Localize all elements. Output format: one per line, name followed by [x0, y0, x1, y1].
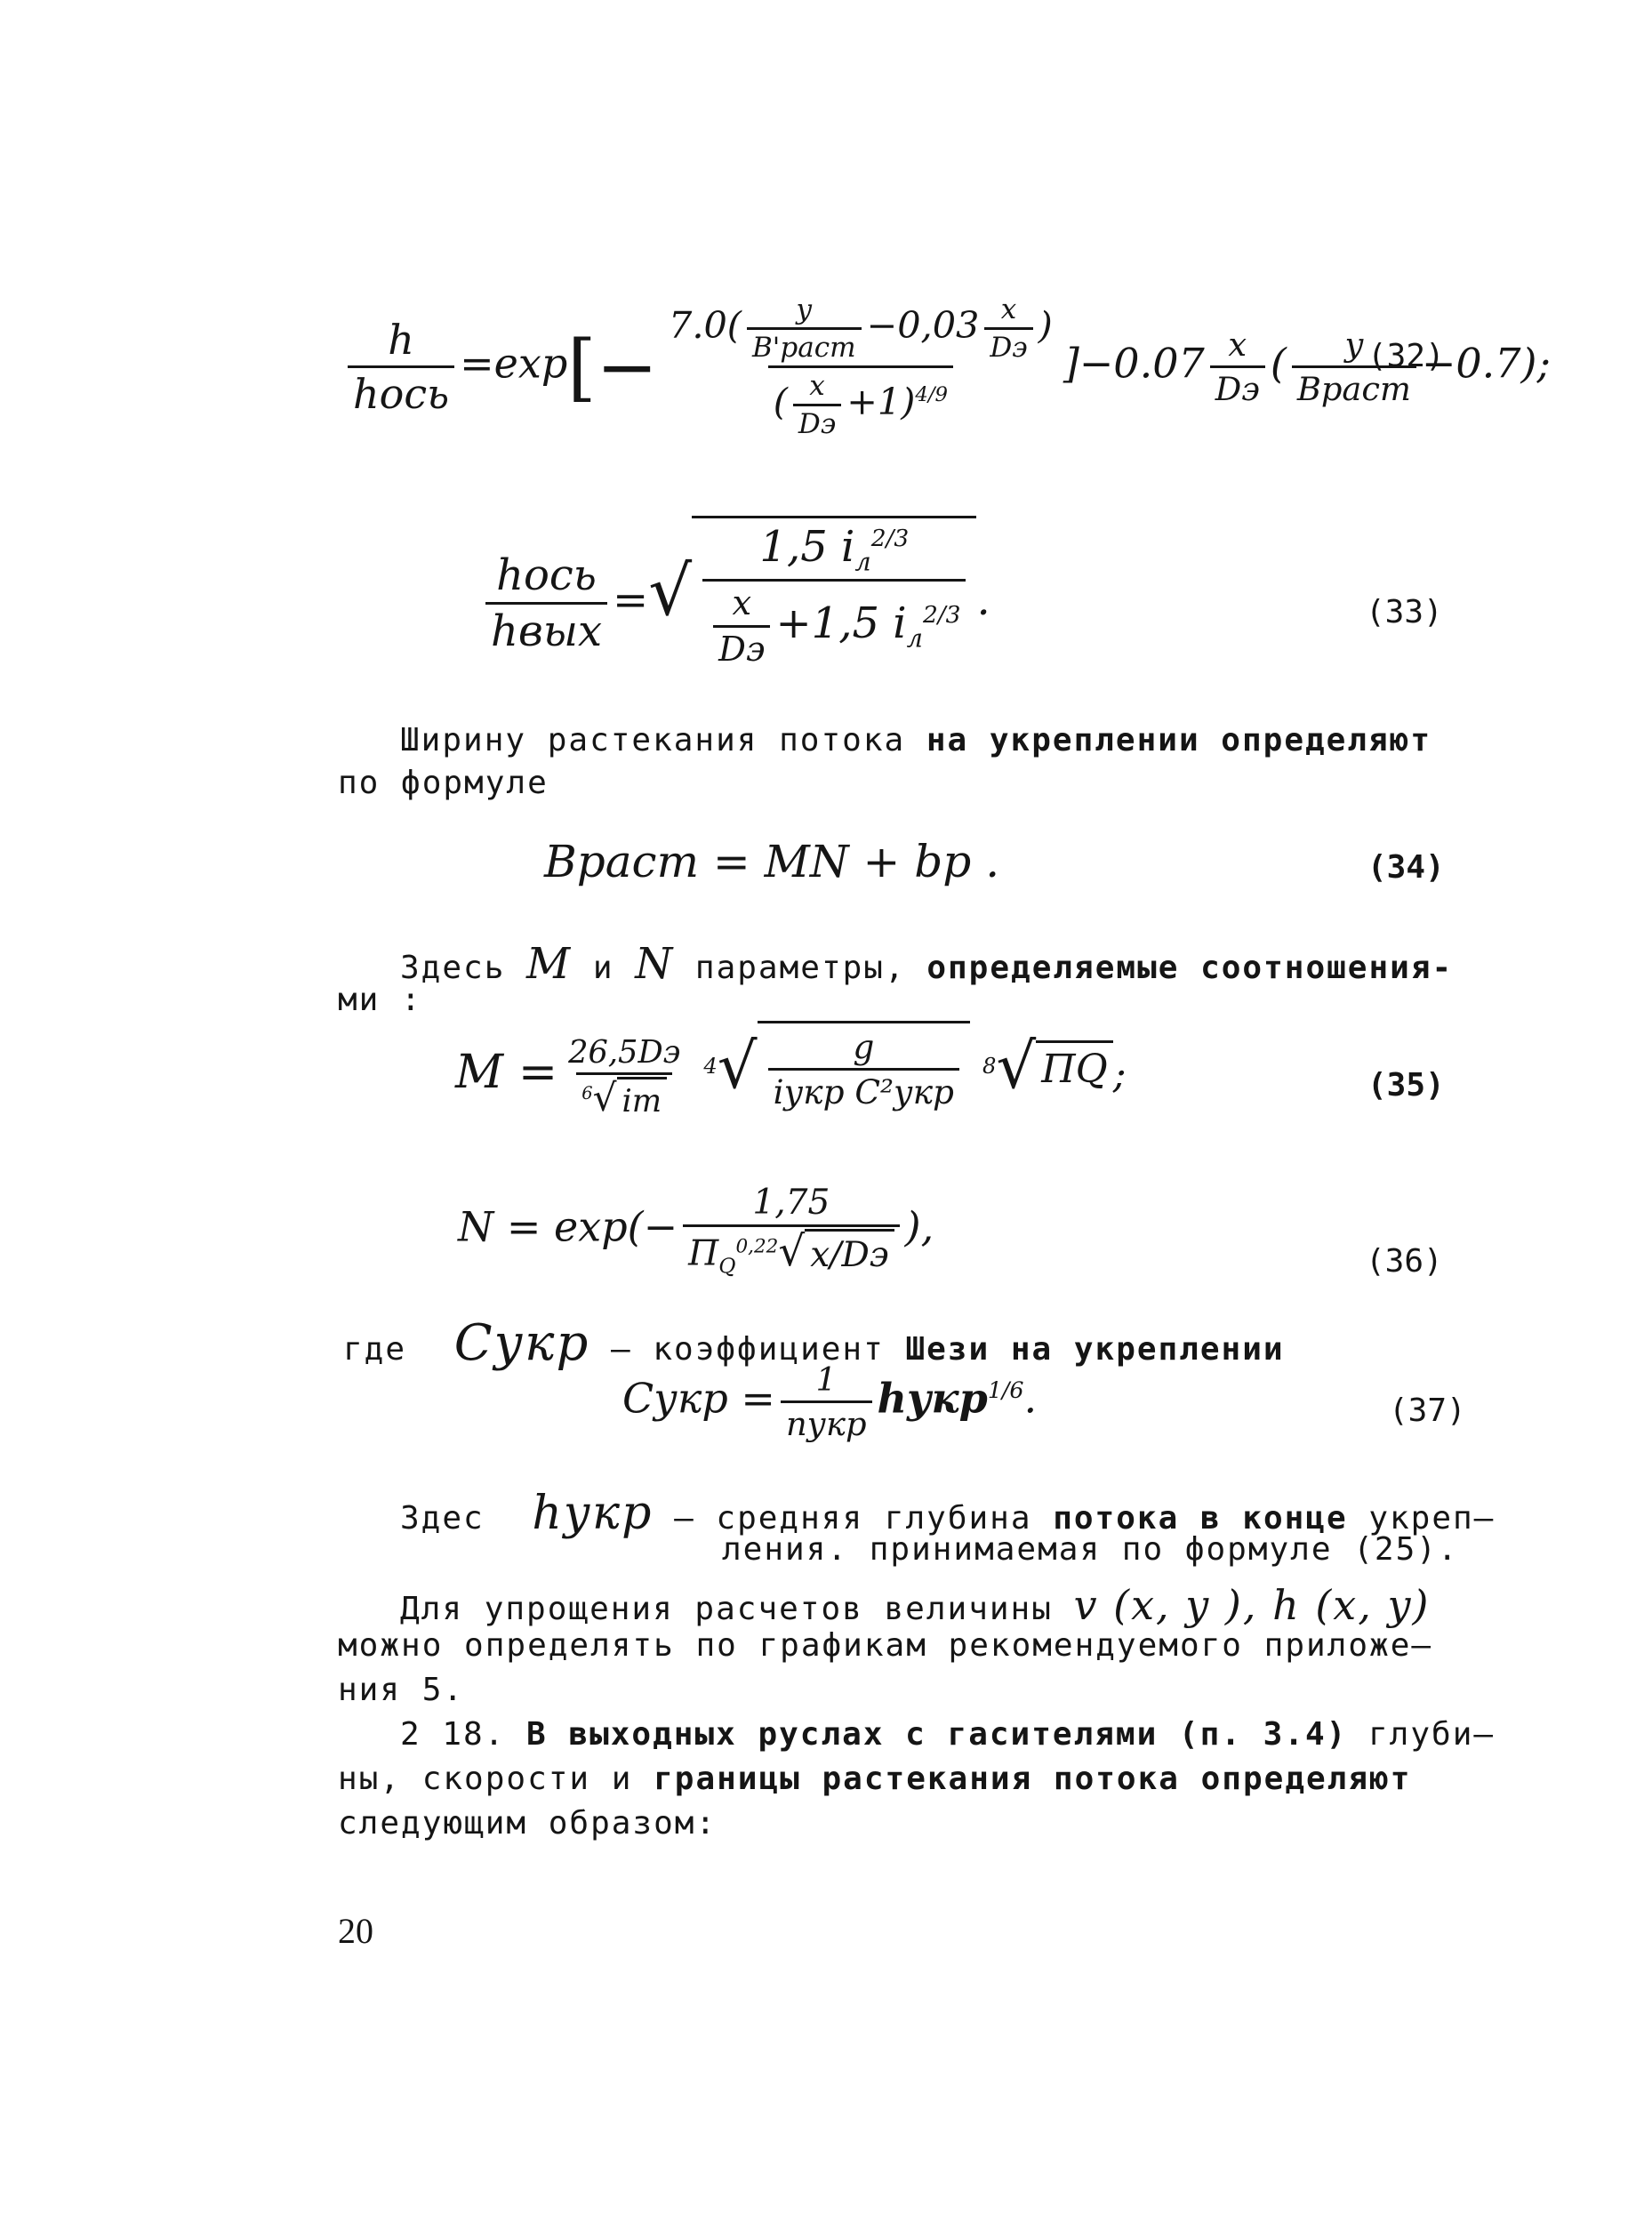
eq33-den-sub: л — [906, 622, 923, 654]
paragraph-simplify-line3: ния 5. — [338, 1672, 465, 1708]
eq32-tail-y: y — [1344, 325, 1364, 364]
eq35-root8: √ ПQ — [996, 1035, 1112, 1097]
paragraph-218-line3: следующим образом: — [338, 1805, 718, 1842]
eq32-lhs — [348, 316, 454, 418]
eq32-inner-mid: −0,03 — [866, 304, 980, 347]
equation-33: $\frac{\text{hось}}{\text{hвых}}$ = √ 1,5 $i_л^{2/3}$ $\frac{x}{Dэ}$ +1,5 $i_л^{2/3}$ . — [480, 516, 990, 670]
eq33-den-pow: 2/3 — [922, 600, 961, 629]
para2-line1-c: определяемые соотношения- — [926, 950, 1454, 986]
eq35-root4: √ $\frac{g}{\text{iукр C²укр}}$ — [718, 1021, 970, 1111]
eq35-root8-body: ПQ — [1036, 1040, 1112, 1092]
equation-33-number: (33) — [1366, 594, 1443, 630]
eq32-inner-y: y — [796, 293, 813, 325]
eq32-inner-fraction — [663, 293, 1058, 440]
para6-line1-b: В выходных руслах с гасителями (п. 3.4) — [526, 1716, 1348, 1753]
eq37-num: 1 — [815, 1360, 837, 1399]
eq32-inner-num: 7.0( $\frac{y}{\text{B'раст}}$ −0,03 $\frac{x}{Dэ}$ ) — [668, 293, 1053, 364]
eq36-den-sub: Q — [718, 1253, 736, 1279]
eq36-num: 1,75 — [752, 1183, 830, 1223]
eq36-end: ), — [904, 1202, 934, 1251]
eq33-den — [702, 579, 966, 670]
eq36-frac — [683, 1183, 900, 1278]
para4-line1-c: укреп– — [1347, 1500, 1496, 1537]
para2-symbol-n: N — [635, 939, 675, 989]
eq33-lhs-num: hось — [496, 550, 597, 600]
paragraph-simplify-line2: можно определять по графикам рекомендуемого приложе– — [338, 1627, 1433, 1664]
eq32-inner-den: ( $\frac{x}{Dэ}$ +1)$^{4/9}$ — [768, 365, 953, 440]
eq36-den-pi: П — [688, 1233, 719, 1274]
eq35-lhs: M = — [455, 1044, 558, 1099]
eq32-lhs-den: hось — [348, 365, 454, 418]
paragraph-depth-line2: ления. принимаемая по формуле (25). — [722, 1531, 1459, 1568]
para3-text-a: – коэффициент — [589, 1331, 906, 1368]
eq33-lhs-den: hвых — [485, 602, 607, 656]
eq37-h: hукр — [877, 1374, 988, 1423]
equation-34-number: (34) — [1367, 849, 1445, 886]
para2-symbol-m: M — [526, 939, 573, 989]
paragraph-simplify — [400, 1581, 1430, 1629]
eq35-root4-num: g — [853, 1027, 875, 1066]
eq36-lhs: N = exp(− — [458, 1202, 678, 1251]
eq36-den-pow: 0,22 — [735, 1235, 779, 1258]
eq32-inner-b: B'раст — [747, 327, 862, 364]
equation-35 — [455, 1021, 1127, 1120]
eq37-pow: 1/6 — [987, 1377, 1024, 1404]
eq32-tail-end: −0.7); — [1421, 339, 1552, 388]
eq37-den: nукр — [781, 1400, 872, 1443]
para4-h-symbol: hукр — [532, 1487, 654, 1540]
para5-symbols: v (x, y ), h (x, y) — [1073, 1581, 1431, 1629]
eq32-tail-b: Bраст — [1292, 365, 1416, 408]
paragraph-218-line2 — [338, 1761, 1411, 1797]
equation-34: Bраст = MN + bр . — [544, 836, 1000, 887]
eq32-inner-d: Dэ — [984, 327, 1032, 364]
eq32-den-tail: +1) — [846, 381, 916, 423]
eq33-lhs — [485, 550, 607, 656]
eq33-den-x: x — [732, 582, 752, 623]
equation-36-number: (36) — [1366, 1243, 1443, 1280]
eq35-frac — [563, 1034, 686, 1120]
equation-35-number: (35) — [1367, 1067, 1445, 1103]
eq33-fraction — [702, 522, 966, 670]
para4-line1: – средняя глубина — [653, 1500, 1054, 1537]
eq35-den: $^6$ √ iт — [576, 1072, 672, 1120]
eq32-tail-coef: ]−0.07 — [1063, 339, 1205, 388]
eq35-den-root-idx: 6 — [581, 1083, 593, 1104]
para2-and: и — [572, 950, 636, 986]
para2-line1-b: параметры, — [674, 950, 927, 986]
para6-line2-a: ны, скорости и — [338, 1761, 654, 1797]
paragraph-params-line2: ми : — [338, 982, 422, 1018]
para4-zdes: Здес — [400, 1500, 485, 1537]
eq35-root8-idx: 8 — [982, 1054, 997, 1079]
eq33-den-tail: +1,5 i — [775, 598, 907, 648]
para3-text-b: Шези на укреплении — [905, 1331, 1285, 1368]
eq35-num: 26,5Dэ — [568, 1034, 681, 1071]
eq32-inner-x: x — [1000, 293, 1017, 325]
equation-37-number: (37) — [1389, 1392, 1466, 1429]
eq32-inner-lead: 7.0( — [668, 304, 742, 347]
eq36-den: $П_Q^{0,22}$ √ x/Dэ — [683, 1224, 900, 1278]
eq32-den-x: x — [809, 370, 825, 402]
para1-line1-b: на укреплении определяют — [926, 722, 1432, 758]
eq35-root4-idx: 4 — [703, 1054, 718, 1079]
equation-37 — [622, 1360, 1037, 1443]
eq32-tail-d: Dэ — [1210, 365, 1265, 408]
equation-32: $\frac{h}{\text{hось}}$ =exp[− 7.0( $\frac{y}{\text{B'раст}}$ −0,03 $\frac{x}{Dэ}$ ) ( $\frac{x}{Dэ}$ +1)$^{4/9}$ ]−0.07 $\frac{x}{Dэ}$ ( $\frac{y}{\text{Bраст}}$ −0.7); — [342, 293, 1551, 440]
equation-36 — [458, 1183, 934, 1278]
eq32-den-d: Dэ — [793, 404, 841, 440]
eq33-num — [754, 522, 914, 579]
eq33-num-text: 1,5 i — [759, 522, 855, 572]
eq36-den-root: x/Dэ — [805, 1229, 894, 1275]
para6-line1-c: глуби– — [1347, 1716, 1496, 1753]
paragraph-218 — [400, 1716, 1495, 1753]
equation-32-number: (32) — [1367, 338, 1445, 374]
eq35-root4-den: iукр C²укр — [768, 1068, 959, 1111]
eq37-end: . — [1023, 1374, 1038, 1423]
para5-line1-a: Для упрощения расчетов величины — [400, 1591, 1074, 1627]
eq33-root: √ 1,5 $i_л^{2/3}$ $\frac{x}{Dэ}$ +1,5 $i_л^{2/3}$ — [648, 516, 976, 670]
eq32-lhs-num: h — [388, 316, 414, 364]
eq33-den-d: Dэ — [713, 625, 770, 670]
eq33-num-sub: л — [854, 546, 871, 577]
para1-line1-a: Ширину растекания потока — [400, 722, 926, 758]
paragraph-width-intro — [400, 722, 1431, 758]
page-number: 20 — [338, 1911, 373, 1951]
para6-line1-a: 2 18. — [400, 1716, 527, 1753]
para3-c-symbol: Cукр — [453, 1314, 590, 1372]
eq32-tail-x: x — [1228, 325, 1247, 364]
eq33-end: . — [976, 574, 990, 625]
eq32-exp: =exp — [460, 339, 568, 388]
eq32-den-pow: 4/9 — [915, 383, 949, 407]
para6-line2-b: границы растекания потока определяют — [654, 1761, 1412, 1797]
para2-line1-a: Здесь — [400, 950, 527, 986]
eq33-num-pow: 2/3 — [870, 525, 910, 552]
eq35-den-body: iт — [617, 1077, 668, 1120]
eq35-end: ; — [1112, 1051, 1127, 1097]
eq37-frac — [781, 1360, 872, 1443]
paragraph-width-intro-line2: по формуле — [338, 765, 549, 801]
paragraph-params — [400, 939, 1453, 989]
eq37-lhs: Cукр = — [622, 1374, 775, 1423]
para4-line1-b: потока в конце — [1053, 1500, 1348, 1537]
para3-where: где — [343, 1331, 407, 1368]
